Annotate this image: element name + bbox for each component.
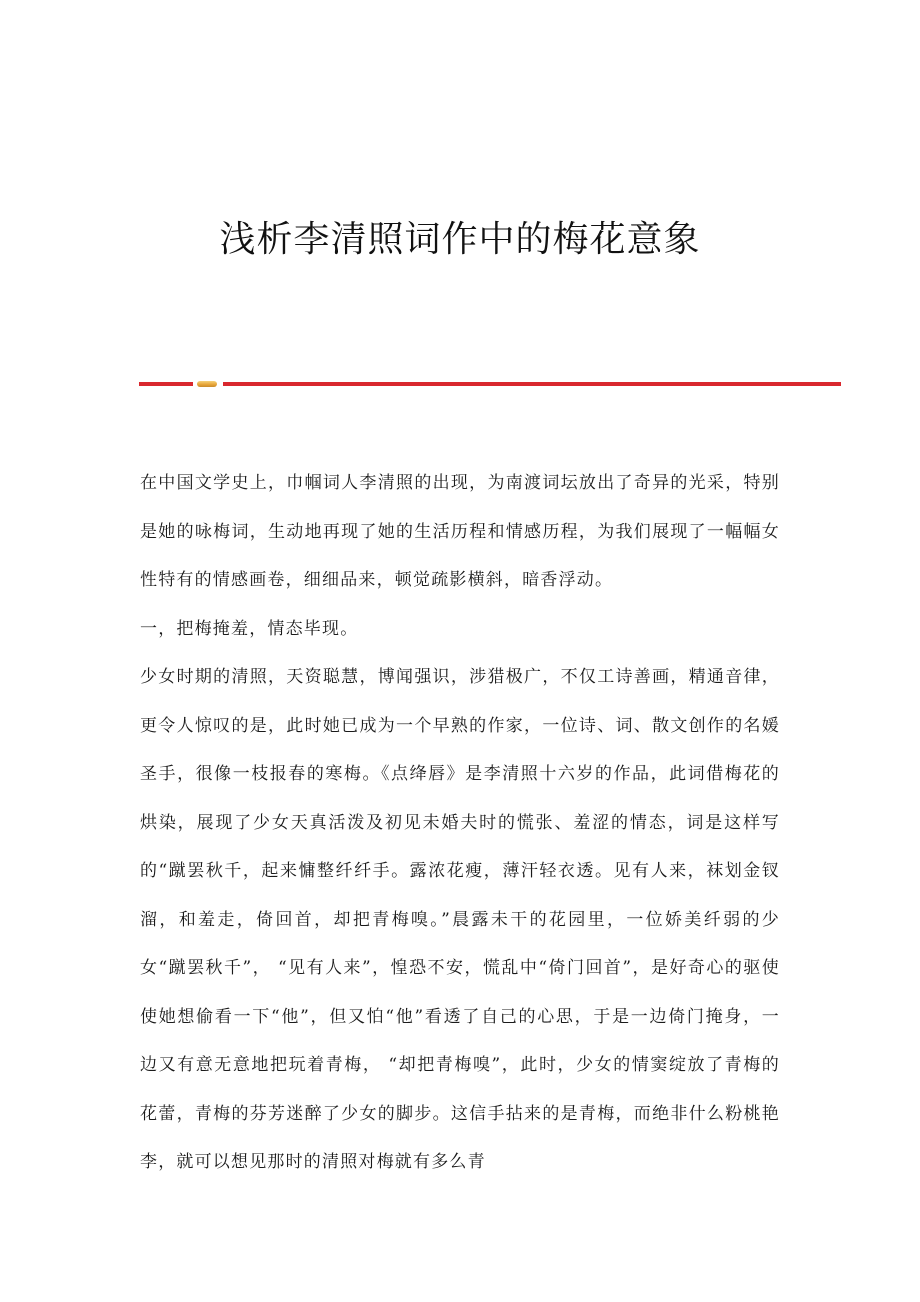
paragraph-section-1: 少女时期的清照，天资聪慧，博闻强识，涉猎极广，不仅工诗善画，精通音律，更令人惊叹的是，此时她已成为一个早熟的作家，一位诗、词、散文创作的名媛圣手，很像一枝报春的寒梅。《点绛唇》是李清照十六岁的作品，此词借梅花的烘染，展现了少女天真活泼及初见未婚夫时的慌张、羞涩的情态，词是这样写的“蹴罢秋千，起来慵整纤纤手。露浓花瘦，薄汗轻衣透。见有人来，袜划金钗溜，和羞走，倚回首，却把青梅嗅。”晨露未干的花园里，一位娇美纤弱的少女“蹴罢秋千”， “见有人来”，惶恐不安，慌乱中“倚门回首”，是好奇心的驱使使她想偷看一下“他”，但又怕“他”看透了自己的心思，于是一边倚门掩身，一边又有意无意地把玩着青梅， “却把青梅嗅”，此时，少女的情窦绽放了青梅的花蕾，青梅的芬芳迷醉了少女的脚步。这信手拈来的是青梅，而绝非什么粉桃艳李，就可以想见那时的清照对梅就有多么青 [140, 667, 780, 1172]
divider-right-segment [223, 382, 841, 386]
divider-ornament-icon [197, 381, 217, 387]
title-divider [139, 380, 841, 388]
divider-left-segment [139, 382, 193, 386]
document-body [140, 459, 780, 1187]
section-heading-1: 一，把梅掩羞，情态毕现。 [140, 618, 359, 639]
document-title: 浅析李清照词作中的梅花意象 [219, 219, 701, 260]
paragraph-intro: 在中国文学史上，巾帼词人李清照的出现，为南渡词坛放出了奇异的光采，特别是她的咏梅词，生动地再现了她的生活历程和情感历程，为我们展现了一幅幅女性特有的情感画卷，细细品来，顿觉疏影横斜，暗香浮动。 [140, 473, 780, 590]
